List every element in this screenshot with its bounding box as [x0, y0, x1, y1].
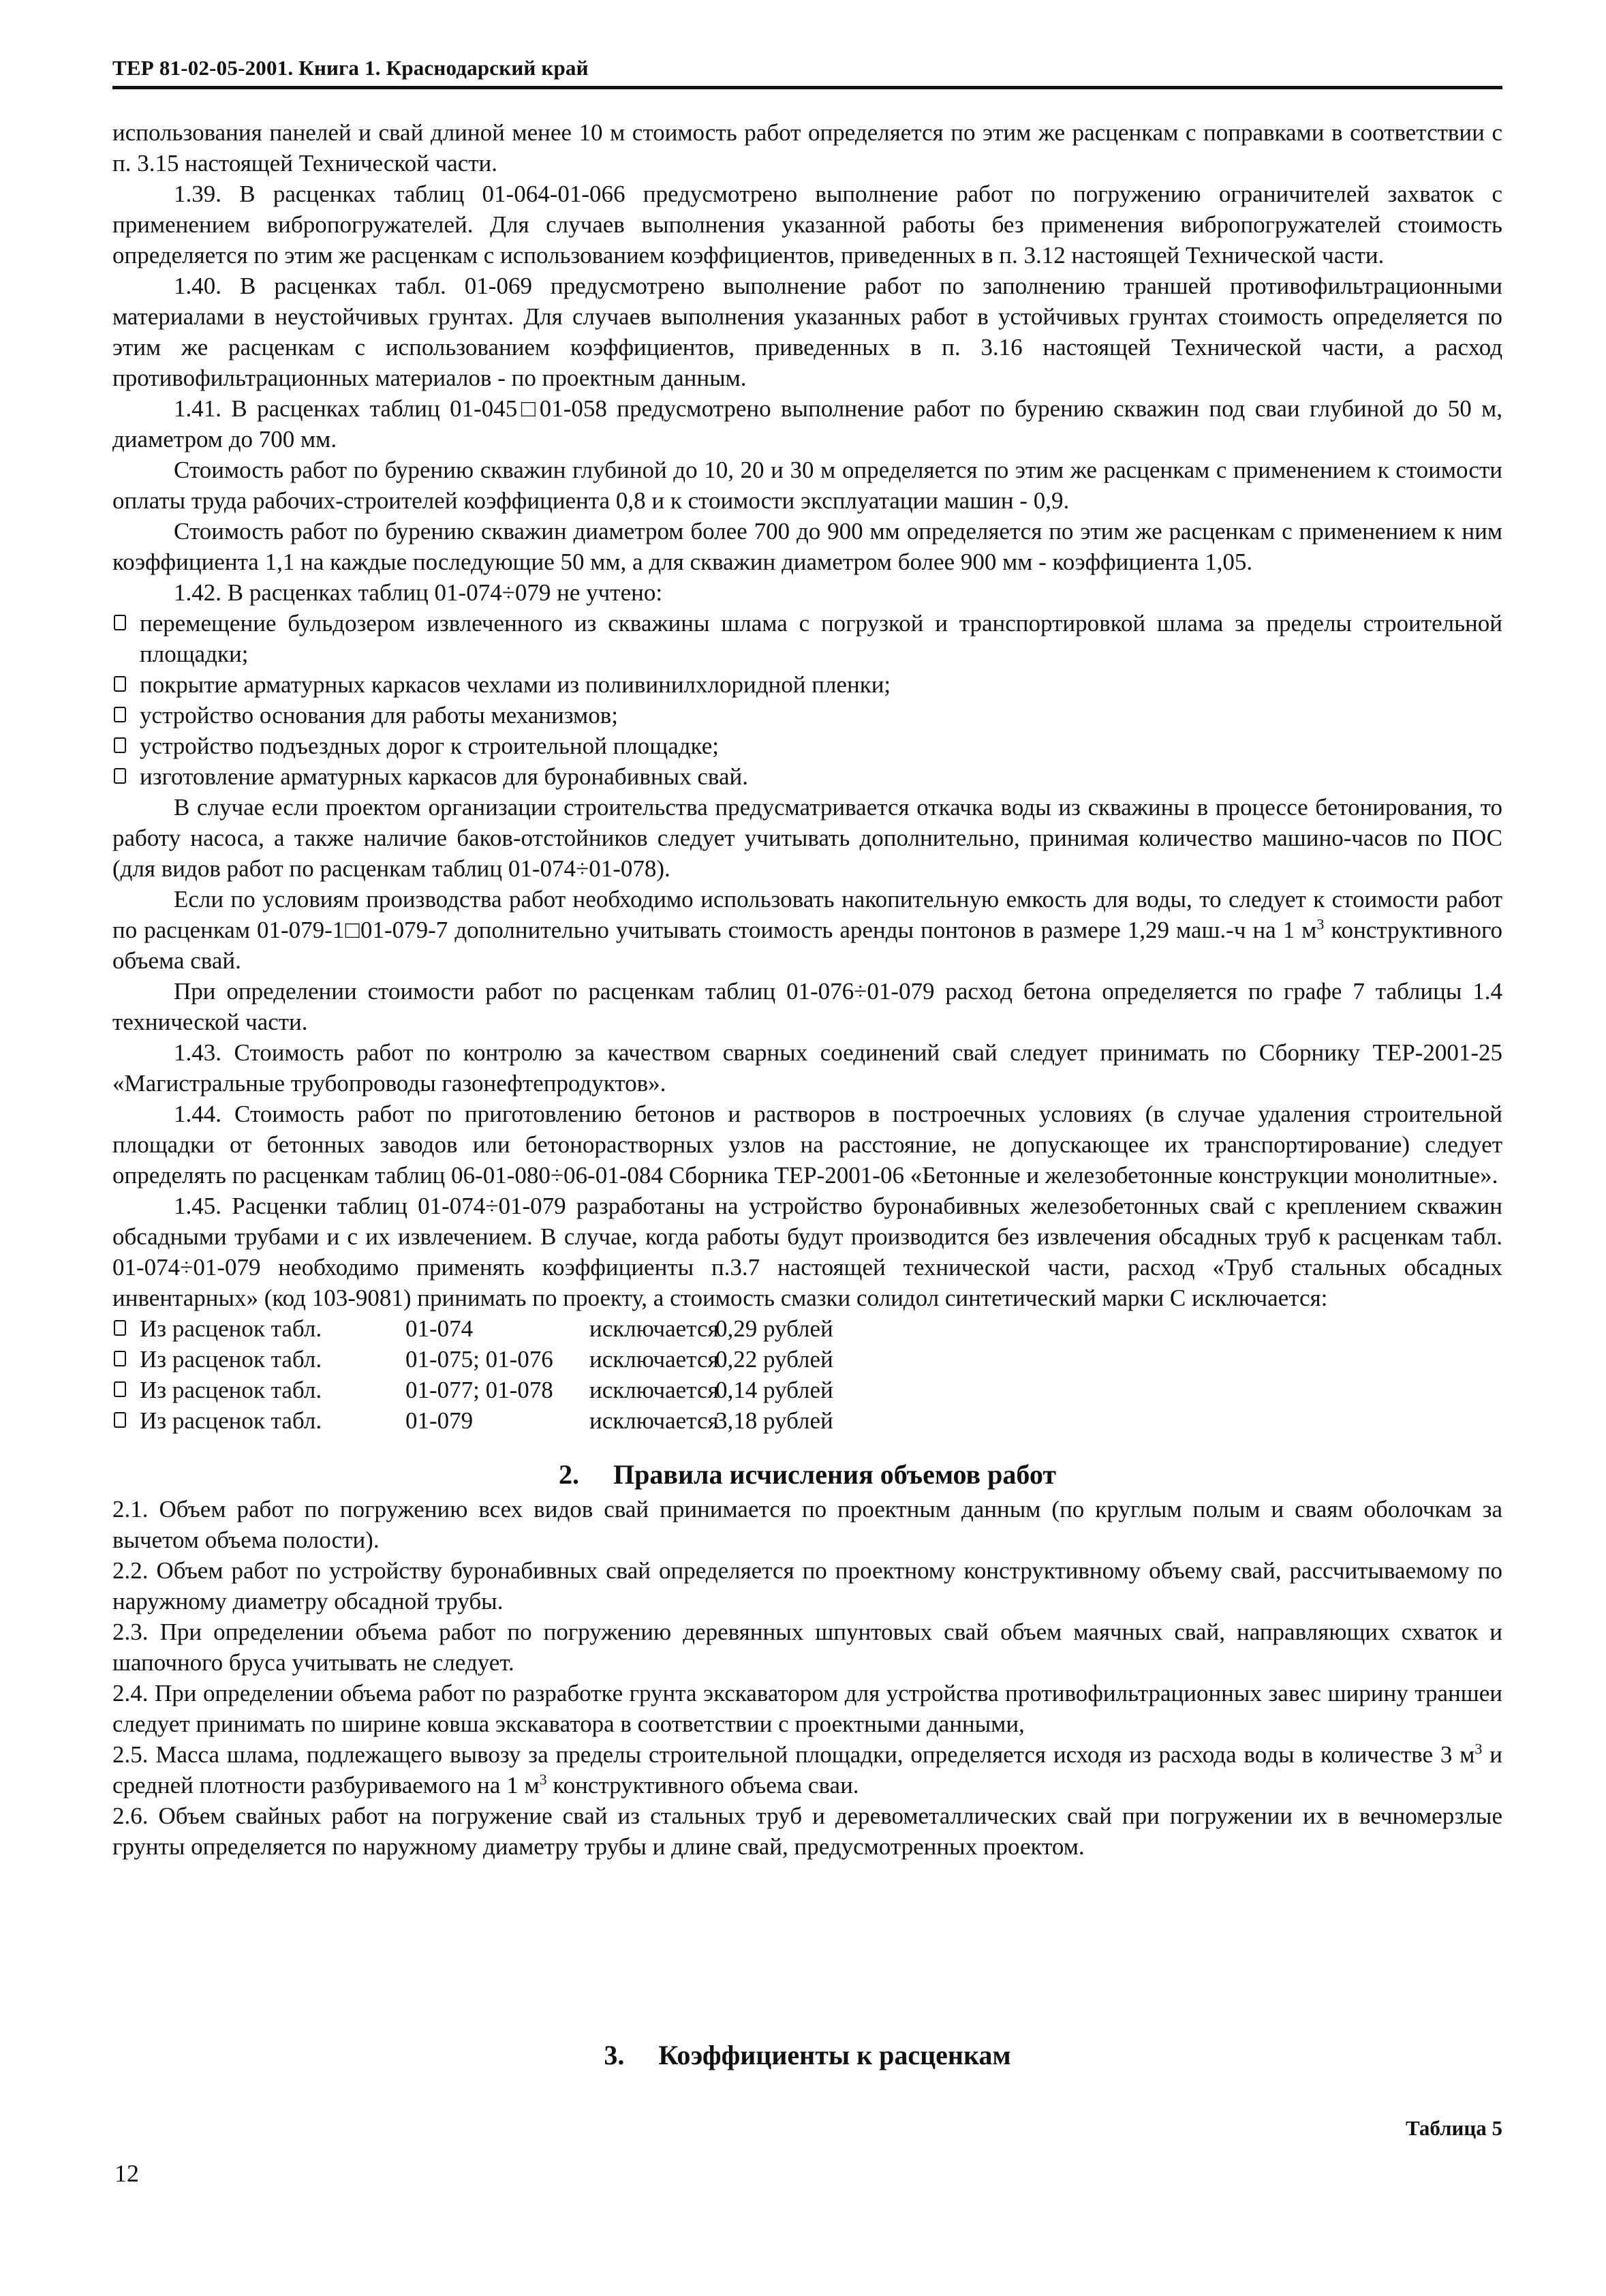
- paragraph-1-41: 1.41. В расценках таблиц 01-045□01-058 предусмотрено выполнение работ по бурению скважин под сваи глубиной до 50 м, диаметром до 700 мм.: [112, 395, 1502, 453]
- exclusion-row: Из расценок табл. 01-074 исключается 0,29 рублей: [112, 1313, 1502, 1344]
- checkbox-bullet-icon: [114, 707, 126, 722]
- paragraph-2-4: 2.4. При определении объема работ по разработке грунта экскаватором для устройства противофильтрационных завес ширину траншеи следует принимать по ширине ковша экскаватора в соответствии с проектными данными,: [112, 1680, 1502, 1737]
- paragraph-2-6: 2.6. Объем свайных работ на погружение свай из стальных труб и деревометаллических свай при погружении их в вечномерзлые грунты определяется по наружному диаметру трубы и длине свай, предусмотренных проектом.: [112, 1803, 1502, 1860]
- checkbox-bullet-icon: [114, 1412, 126, 1428]
- section-2-heading: 2. Правила исчисления объемов работ: [559, 1459, 1056, 1490]
- list-item: изготовление арматурных каркасов для буронабивных свай.: [112, 761, 1502, 792]
- paragraph-2-3: 2.3. При определении объема работ по погружению деревянных шпунтовых свай объем маячных свай, направляющих схваток и шапочного бруса учитывать не следует.: [112, 1619, 1502, 1676]
- paragraph-drilling-diameter: Стоимость работ по бурению скважин диаметром более 700 до 900 мм определяется по этим же расценкам с применением к ним коэффициента 1,1 на каждые последующие 50 мм, а для скважин диаметром более 900 мм - коэффициента 1,05.: [112, 518, 1502, 575]
- list-item: перемещение бульдозером извлеченного из скважины шлама с погрузкой и транспортировкой шлама за пределы строительной площадки;: [112, 608, 1502, 669]
- header-rule: [112, 86, 1502, 89]
- document-body: [112, 117, 1502, 1862]
- list-item: устройство основания для работы механизмов;: [112, 700, 1502, 731]
- running-header: ТЕР 81-02-05-2001. Книга 1. Краснодарский край: [112, 56, 589, 80]
- paragraph-1-44: 1.44. Стоимость работ по приготовлению бетонов и растворов в построечных условиях (в случае удаления строительной площадки от бетонных заводов или бетонорастворных узлов на расстояние, не допускающее их транспортирование) следует определять по расценкам таблиц 06-01-080÷06-01-084 Сборника ТЕР-2001-06 «Бетонные и железобетонные конструкции монолитные».: [112, 1101, 1502, 1189]
- page-number: 12: [114, 2160, 139, 2187]
- list-item: устройство подъездных дорог к строительной площадке;: [112, 731, 1502, 761]
- checkbox-bullet-icon: [114, 768, 126, 784]
- checkbox-bullet-icon: [114, 737, 126, 753]
- paragraph-2-2: 2.2. Объем работ по устройству буронабивных свай определяется по проектному конструктивному объему свай, рассчитываемому по наружному диаметру обсадной трубы.: [112, 1557, 1502, 1614]
- paragraph-1-43: 1.43. Стоимость работ по контролю за качеством сварных соединений свай следует принимать по Сборнику ТЕР-2001-25 «Магистральные трубопроводы газонефтепродуктов».: [112, 1039, 1502, 1097]
- checkbox-bullet-icon: [114, 1320, 126, 1336]
- checkbox-bullet-icon: [114, 676, 126, 692]
- checkbox-bullet-icon: [114, 1351, 126, 1366]
- checkbox-bullet-icon: [114, 1381, 126, 1397]
- paragraph-2-1: 2.1. Объем работ по погружению всех видов свай принимается по проектным данным (по круглым полым и сваям оболочкам за вычетом объема полости).: [112, 1496, 1502, 1553]
- paragraph-1-42: 1.42. В расценках таблиц 01-074÷079 не учтено:: [174, 579, 663, 606]
- checkbox-bullet-icon: [114, 615, 126, 630]
- paragraph-water-pumping: В случае если проектом организации строительства предусматривается откачка воды из скважины в процессе бетонирования, то работу насоса, а также наличие баков-отстойников следует учитывать дополнительно, принимая количество машино-часов по ПОС (для видов работ по расценкам таблиц 01-074÷01-078).: [112, 794, 1502, 882]
- paragraph-concrete-consumption: При определении стоимости работ по расценкам таблиц 01-076÷01-079 расход бетона определяется по графе 7 таблицы 1.4 технической части.: [112, 978, 1502, 1035]
- table-label: Таблица 5: [1406, 2116, 1502, 2140]
- section-3-heading: 3. Коэффициенты к расценкам: [604, 2040, 1011, 2070]
- exclusion-row: Из расценок табл. 01-075; 01-076 исключается 0,22 рублей: [112, 1344, 1502, 1375]
- exclusion-row: Из расценок табл. 01-077; 01-078 исключается 0,14 рублей: [112, 1375, 1502, 1405]
- paragraph-drilling-depth: Стоимость работ по бурению скважин глубиной до 10, 20 и 30 м определяется по этим же расценкам с применением к стоимости оплаты труда рабочих-строителей коэффициента 0,8 и к стоимости эксплуатации машин - 0,9.: [112, 457, 1502, 514]
- paragraph-1-40: 1.40. В расценках табл. 01-069 предусмотрено выполнение работ по заполнению траншей противофильтрационными материалами в неустойчивых грунтах. Для случаев выполнения указанных работ в устойчивых грунтах стоимость определяется по этим же расценкам с использованием коэффициентов, приведенных в п. 3.16 настоящей Технической части, а расход противофильтрационных материалов - по проектным данным.: [112, 273, 1502, 391]
- paragraph-intro: использования панелей и свай длиной менее 10 м стоимость работ определяется по этим же расценкам с поправками в соответствии с п. 3.15 настоящей Технической части.: [112, 119, 1502, 177]
- list-item: покрытие арматурных каркасов чехлами из поливинилхлоридной пленки;: [112, 669, 1502, 700]
- exclusion-row: Из расценок табл. 01-079 исключается 3,18 рублей: [112, 1405, 1502, 1436]
- paragraph-2-5: 2.5. Масса шлама, подлежащего вывозу за пределы строительной площадки, определяется исходя из расхода воды в количестве 3 $м^3$ и средней плотности разбуриваемого на 1 $м^3$ конструктивного объема сваи.: [112, 1740, 1503, 1798]
- paragraph-storage-tank: Если по условиям производства работ необходимо использовать накопительную емкость для воды, то следует к стоимости работ по расценкам 01-079-1□01-079-7 дополнительно учитывать стоимость аренды понтонов в размере 1,29 маш.-ч на 1 $м^3$ конструктивного объема свай.: [112, 886, 1503, 974]
- paragraph-1-39: 1.39. В расценках таблиц 01-064-01-066 предусмотрено выполнение работ по погружению ограничителей захваток с применением вибропогружателей. Для случаев выполнения указанной работы без применения вибропогружателей стоимость определяется по этим же расценкам с использованием коэффициентов, приведенных в п. 3.12 настоящей Технической части.: [112, 181, 1502, 269]
- paragraph-1-45: 1.45. Расценки таблиц 01-074÷01-079 разработаны на устройство буронабивных железобетонных свай с креплением скважин обсадными трубами и с их извлечением. В случае, когда работы будут производится без извлечения обсадных труб к расценкам табл. 01-074÷01-079 необходимо применять коэффициенты п.3.7 настоящей технической части, расход «Труб стальных обсадных инвентарных» (код 103-9081) принимать по проекту, а стоимость смазки солидол синтетический марки С исключается:: [112, 1193, 1502, 1311]
